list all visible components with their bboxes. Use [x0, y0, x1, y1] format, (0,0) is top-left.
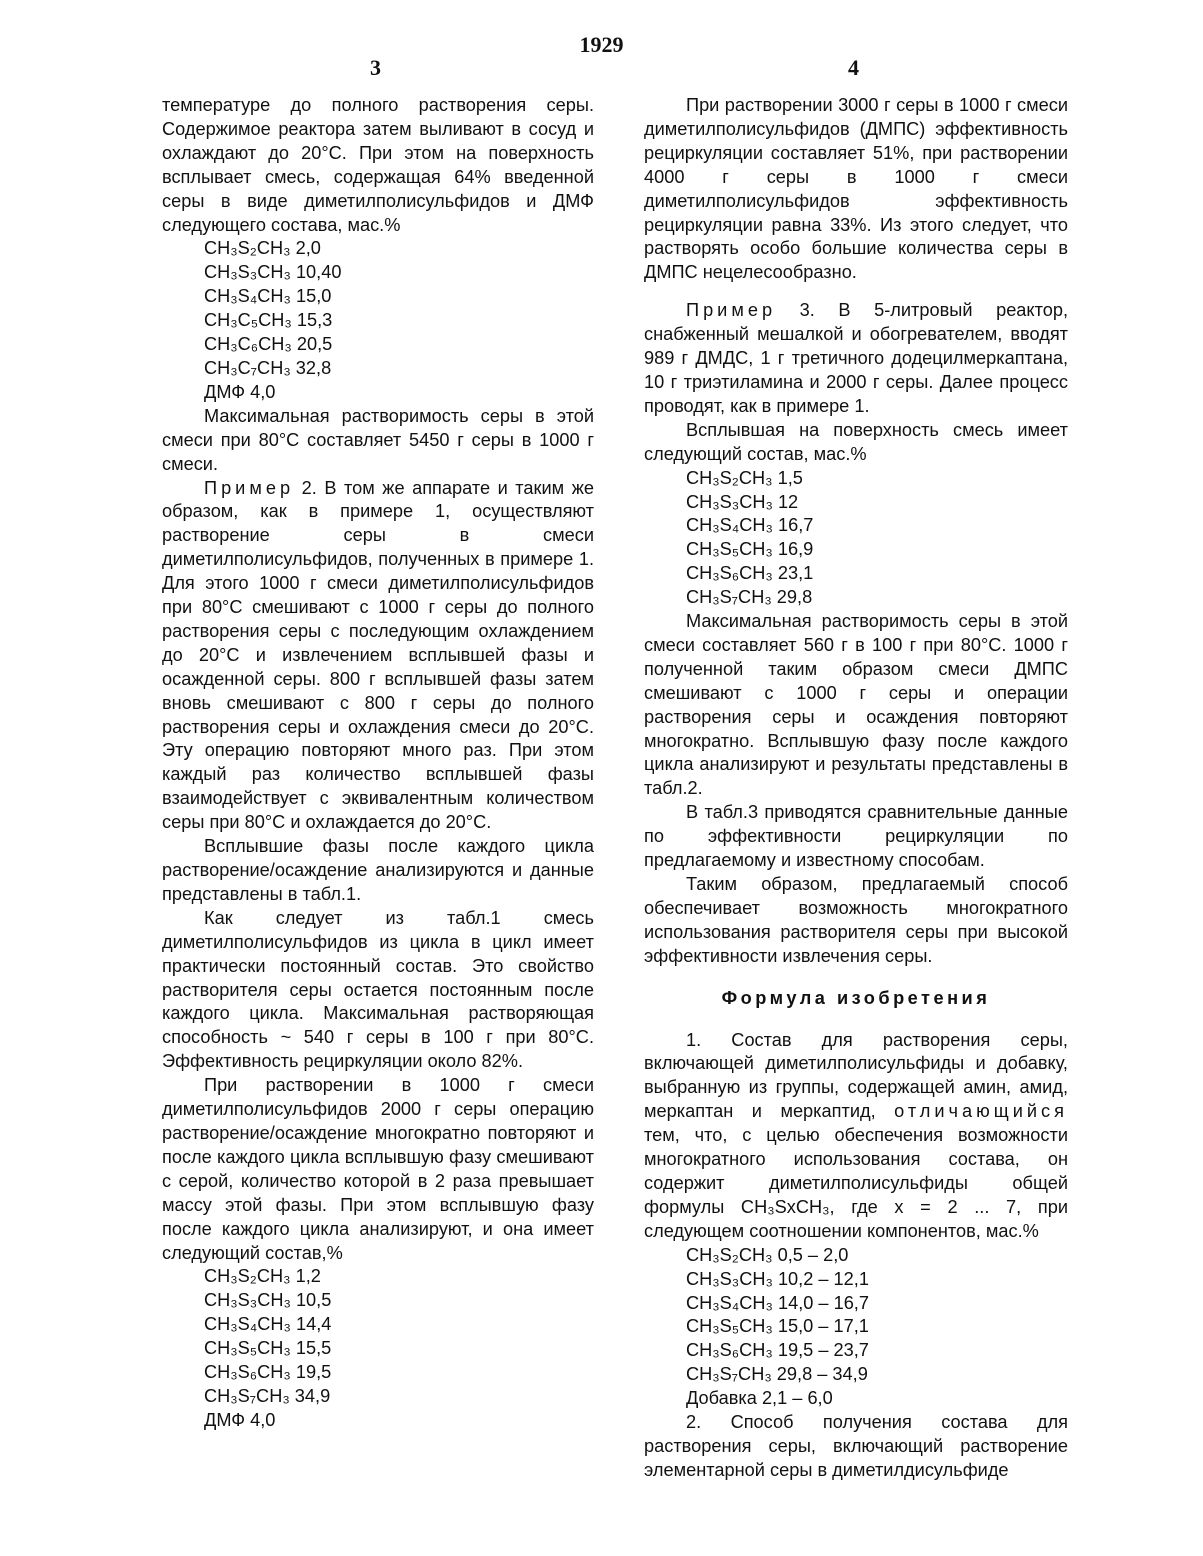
- list-item: CH₃S₆CH₃ 19,5 – 23,7: [686, 1340, 869, 1361]
- list-item: CH₃S₆CH₃ 23,1: [686, 563, 814, 584]
- composition-list: [162, 237, 594, 404]
- list-item: CH₃S₅CH₃ 15,0 – 17,1: [686, 1316, 869, 1337]
- example-paragraph: [162, 477, 594, 836]
- list-item: CH₃S₆CH₃ 19,5: [204, 1362, 332, 1383]
- example-text: 2. В том же аппарате и таким же образом, как в примере 1, осуществляют растворение серы в смеси диметилполисульфидов, полученных в примере 1. Для этого 1000 г смеси диметилполисульфидов при 80°С смешивают с 1000 г серы до полного растворения серы с последующим охлаждением до 20°С и извлечением всплывшей фазы и осажденной серы. 800 г всплывшей фазы затем вновь смешивают с 800 г серы до полного растворения серы и охлаждения смеси до 20°С. Эту операцию повторяют много раз. При этом каждый раз количество всплывшей фазы взаимодействует с эквивалентным количеством серы при 80°С и охлаждается до 20°С.: [162, 477, 594, 833]
- paragraph: температуре до полного растворения серы. Содержимое реактора затем выливают в сосуд и охлаждают до 20°С. При этом на поверхность всплывает смесь, содержащая 64% введенной серы в виде диметилполисульфидов и ДМФ следующего состава, мас.%: [162, 95, 594, 235]
- paragraph: В табл.3 приводятся сравнительные данные по эффективности рециркуляции по предлагаемому и известному способам.: [644, 802, 1068, 871]
- list-item: CH₃S₂CH₃ 0,5 – 2,0: [686, 1244, 849, 1265]
- example-paragraph: [644, 299, 1068, 419]
- paragraph: Максимальная растворимость серы в этой смеси при 80°С составляет 5450 г серы в 1000 г смеси.: [162, 405, 594, 474]
- page-number: 1929: [579, 32, 624, 57]
- list-item: CH₃S₇CH₃ 29,8 – 34,9: [686, 1364, 868, 1385]
- list-item: CH₃C₆CH₃ 20,5: [204, 334, 333, 355]
- right-column: [644, 94, 1068, 1483]
- composition-list: [644, 467, 1068, 610]
- list-item: CH₃S₄CH₃ 16,7: [686, 515, 814, 536]
- list-item: CH₃C₅CH₃ 15,3: [204, 310, 333, 331]
- list-item: Добавка 2,1 – 6,0: [686, 1388, 833, 1409]
- list-item: CH₃S₄CH₃ 14,4: [204, 1314, 332, 1335]
- paragraph: Таким образом, предлагаемый способ обеспечивает возможность многократного использования растворителя серы при высокой эффективности извлечения серы.: [644, 874, 1068, 966]
- example-label: Пример: [686, 300, 777, 321]
- claim-keyword: отличающийся: [894, 1101, 1068, 1122]
- paragraph: Максимальная растворимость серы в этой смеси составляет 560 г в 100 г при 80°С. 1000 г полученной таким образом смеси ДМПС смешивают с 1000 г серы и операции растворения серы и осаждения повторяют многократно. Всплывшую фазу после каждого цикла анализируют и результаты представлены в табл.2.: [644, 611, 1068, 799]
- list-item: CH₃S₂CH₃ 1,5: [686, 467, 803, 488]
- claim-paragraph: 2. Способ получения состава для растворения серы, включающий растворение элементарной серы в диметилдисульфиде: [644, 1412, 1068, 1480]
- list-item: CH₃S₇CH₃ 29,8: [686, 587, 813, 608]
- list-item: ДМФ 4,0: [204, 381, 276, 402]
- section-heading: Формула изобретения: [721, 987, 991, 1008]
- list-item: CH₃S₃CH₃ 10,5: [204, 1290, 332, 1311]
- list-item: CH₃S₂CH₃ 2,0: [204, 238, 321, 259]
- composition-list: [162, 1265, 594, 1432]
- list-item: CH₃S₅CH₃ 15,5: [204, 1338, 332, 1359]
- list-item: ДМФ 4,0: [204, 1409, 276, 1430]
- composition-list: [644, 1244, 1068, 1411]
- list-item: CH₃S₇CH₃ 34,9: [204, 1385, 331, 1406]
- example-text: 3. В 5-литровый реактор, снабженный мешалкой и обогревателем, вводят 989 г ДМДС, 1 г третичного додецилмеркаптана, 10 г триэтиламина и 2000 г серы. Далее процесс проводят, как в примере 1.: [644, 300, 1068, 416]
- paragraph: При растворении 3000 г серы в 1000 г смеси диметилполисульфидов (ДМПС) эффективность рециркуляции составляет 51%, при растворении 4000 г серы в 1000 г смеси диметилполисульфидов эффективность рециркуляции равна 33%. Из этого следует, что растворять особо большие количества серы в ДМПС нецелесообразно.: [644, 95, 1068, 283]
- left-column: [162, 94, 594, 1433]
- list-item: CH₃S₃CH₃ 10,2 – 12,1: [686, 1268, 869, 1289]
- example-label: Пример: [204, 477, 295, 498]
- list-item: CH₃C₇CH₃ 32,8: [204, 357, 332, 378]
- right-column-number: 4: [848, 55, 859, 80]
- list-item: CH₃S₂CH₃ 1,2: [204, 1266, 321, 1287]
- paragraph: При растворении в 1000 г смеси диметилполисульфидов 2000 г серы операцию растворение/осаждение многократно повторяют и после каждого цикла всплывшую фазу смешивают с серой, количество которой в 2 раза превышает массу этой фазы. При этом всплывшую фазу после каждого цикла анализируют, и она имеет следующий состав,%: [162, 1075, 594, 1263]
- list-item: CH₃S₃CH₃ 10,40: [204, 262, 342, 283]
- list-item: CH₃S₃CH₃ 12: [686, 491, 799, 512]
- claim-text: 1. Состав для растворения серы, включающей диметилполисульфиды и добавку, выбранную из группы, содержащей амин, амид, меркаптан и меркаптид,: [644, 1029, 1068, 1122]
- list-item: CH₃S₅CH₃ 16,9: [686, 539, 814, 560]
- claim-text: тем, что, с целью обеспечения возможности многократного использования состава, он содержит диметилполисульфиды общей формулы CH₃SxCH₃, где x = 2 ... 7, при следующем соотношении компонентов, мас.%: [644, 1125, 1068, 1241]
- claim-paragraph: [644, 1029, 1068, 1244]
- paragraph: Всплывшая на поверхность смесь имеет следующий состав, мас.%: [644, 419, 1068, 464]
- list-item: CH₃S₄CH₃ 15,0: [204, 286, 332, 307]
- paragraph: Всплывшие фазы после каждого цикла растворение/осаждение анализируются и данные представлены в табл.1.: [162, 836, 594, 904]
- paragraph: Как следует из табл.1 смесь диметилполисульфидов из цикла в цикл имеет практически постоянный состав. Это свойство растворителя серы остается постоянным после каждого цикла. Максимальная растворяющая способность ~ 540 г серы в 100 г при 80°С. Эффективность рециркуляции около 82%.: [162, 907, 594, 1072]
- list-item: CH₃S₄CH₃ 14,0 – 16,7: [686, 1292, 869, 1313]
- left-column-number: 3: [370, 55, 381, 80]
